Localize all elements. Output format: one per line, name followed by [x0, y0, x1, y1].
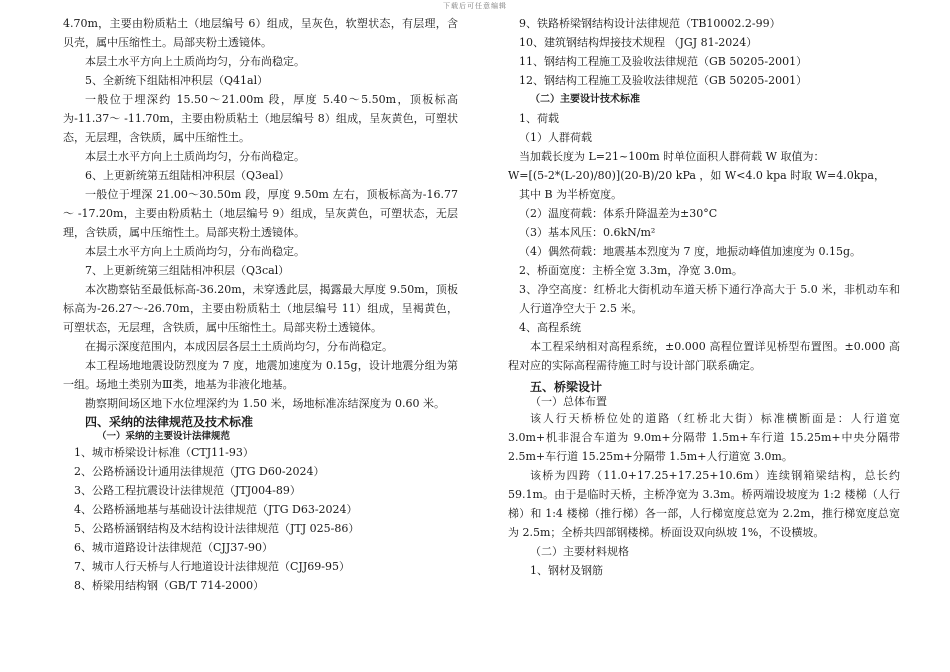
- left-paragraph-18: 4、公路桥涵地基与基础设计法律规范（JTG D63-2024）: [74, 503, 358, 516]
- right-paragraph-19: 该人行天桥桥位处的道路（红桥北大街）标准横断面是：人行道宽 3.0m+机非混合车道为 9.0m+分隔带 1.5m+车行道 15.25m+中央分隔带 2.5m+车行道 15.25m+分隔带 1.5m+人行道宽 3.0m。: [508, 412, 900, 463]
- left-paragraph-12: 勘察期间场区地下水位埋深约为 1.50 米，场地标准冻结深度为 0.60 米。: [85, 397, 445, 410]
- right-paragraph-7: 当加载长度为 L=21~100m 时单位面积人群荷载 W 取值为：: [519, 150, 825, 163]
- left-paragraph-17: 3、公路工程抗震设计法律规范（JTJ004-89）: [74, 484, 301, 497]
- left-paragraph-21: 7、城市人行天桥与人行地道设计法律规范（CJJ69-95）: [74, 560, 350, 573]
- right-paragraph-11: （3）基本风压：0.6kN/m²: [519, 226, 656, 239]
- right-paragraph-10: （2）温度荷载：体系升降温差为±30°C: [519, 207, 718, 220]
- left-subsection-heading-14: （一）采纳的主要设计法律规范: [97, 431, 231, 442]
- right-paragraph-12: （4）偶然荷载：地震基本烈度为 7 度，地振动峰值加速度为 0.15g。: [519, 245, 862, 258]
- right-paragraph-15: 4、高程系统: [519, 321, 581, 334]
- left-paragraph-6: 一般位于埋深 21.00～30.50m 段，厚度 9.50m 左右，顶板标高为-16.77～ -17.20m，主要由粉质粘土（地层编号 9）组成，呈灰黄色，可塑状态，无层理，含铁质，属中压缩性土。局部夹粉土透镜体。: [63, 188, 458, 239]
- left-paragraph-1: 本层土水平方向上土质尚均匀，分布尚稳定。: [85, 55, 305, 68]
- left-paragraph-16: 2、公路桥涵设计通用法律规范（JTG D60-2024）: [74, 465, 325, 478]
- left-paragraph-22: 8、桥梁用结构钢（GB/T 714-2000）: [74, 579, 265, 592]
- right-paragraph-21: （二）主要材料规格: [530, 545, 629, 558]
- right-subsection-heading-18: （一）总体布置: [530, 395, 607, 408]
- right-paragraph-5: 1、荷载: [519, 112, 559, 125]
- header-note: 下载后可任意编辑: [443, 2, 507, 10]
- left-paragraph-19: 5、公路桥涵钢结构及木结构设计法律规范（JTJ 025-86）: [74, 522, 360, 535]
- right-subsection-heading-4: （二）主要设计技术标准: [530, 94, 640, 105]
- left-section-heading-13: 四、采纳的法律规范及技术标准: [85, 415, 254, 429]
- right-paragraph-13: 2、桥面宽度：主桥全宽 3.3m，净宽 3.0m。: [519, 264, 743, 277]
- left-paragraph-11: 本工程场地地震设防烈度为 7 度，地震加速度为 0.15g，设计地震分组为第一组。场地土类别为Ⅲ类，地基为非液化地基。: [63, 359, 458, 391]
- right-paragraph-8: W=[(5-2*(L-20)/80)](20-B)/20 kPa ，如 W<4.0 kpa 时取 W=4.0kpa，: [508, 169, 885, 182]
- right-paragraph-16: 本工程采纳相对高程系统，±0.000 高程位置详见桥型布置图。±0.000 高程对应的实际高程需待施工时与设计部门联系确定。: [508, 340, 900, 372]
- left-paragraph-8: 7、上更新统第三组陆相冲积层（Q3cal）: [85, 264, 290, 277]
- right-section-heading-17: 五、桥梁设计: [530, 380, 603, 394]
- left-paragraph-2: 5、全新统下组陆相冲积层（Q41al）: [85, 74, 269, 87]
- right-column: [508, 14, 900, 580]
- left-paragraph-9: 本次勘察钻至最低标高-36.20m，未穿透此层，揭露最大厚度 9.50m，顶板标高为-26.27～-26.70m，主要由粉质粘土（地层编号 11）组成，呈褐黄色，可塑状态，无层理，含铁质，属中压缩性土。局部夹粉土透镜体。: [63, 283, 458, 334]
- left-paragraph-10: 在揭示深度范围内，本成因层各层土土质尚均匀，分布尚稳定。: [85, 340, 393, 353]
- left-paragraph-0: 4.70m，主要由粉质粘土（地层编号 6）组成，呈灰色，软塑状态，有层理，含贝壳，属中压缩性土。局部夹粉土透镜体。: [63, 17, 458, 49]
- left-column: [63, 14, 458, 595]
- right-paragraph-3: 12、钢结构工程施工及验收法律规范（GB 50205-2001）: [519, 74, 808, 87]
- left-paragraph-4: 本层土水平方向上土质尚均匀，分布尚稳定。: [85, 150, 305, 163]
- right-paragraph-6: （1）人群荷载: [519, 131, 592, 144]
- left-paragraph-20: 6、城市道路设计法律规范（CJJ37-90）: [74, 541, 273, 554]
- left-paragraph-3: 一般位于埋深约 15.50～21.00m 段，厚度 5.40～5.50m，顶板标高为-11.37～ -11.70m，主要由粉质粘土（地层编号 8）组成，呈灰黄色，可塑状态，无层理，含铁质，属中压缩性土。: [63, 93, 458, 144]
- left-paragraph-15: 1、城市桥梁设计标准（CTJ11-93）: [74, 446, 254, 459]
- left-paragraph-5: 6、上更新统第五组陆相冲积层（Q3eal）: [85, 169, 290, 182]
- right-paragraph-9: 其中 B 为半桥宽度。: [519, 188, 623, 201]
- right-paragraph-20: 该桥为四跨（11.0+17.25+17.25+10.6m）连续钢箱梁结构，总长约 59.1m。由于是临时天桥，主桥净宽为 3.3m。桥两端设坡度为 1:2 楼梯（人行梯）和 1:4 楼梯（推行梯）各一部，人行梯宽度总宽为 2.2m，推行梯宽度总宽为 2.5m；全桥共四部钢楼梯。桥面设双向纵坡 1%，不设横坡。: [508, 469, 900, 539]
- left-paragraph-7: 本层土水平方向上土质尚均匀，分布尚稳定。: [85, 245, 305, 258]
- right-paragraph-1: 10、建筑钢结构焊接技术规程 （JGJ 81-2024）: [519, 36, 758, 49]
- right-paragraph-22: 1、钢材及钢筋: [530, 564, 603, 577]
- right-paragraph-0: 9、铁路桥梁钢结构设计法律规范（TB10002.2-99）: [519, 17, 781, 30]
- right-paragraph-2: 11、钢结构工程施工及验收法律规范（GB 50205-2001）: [519, 55, 808, 68]
- right-paragraph-14: 3、净空高度：红桥北大街机动车道天桥下通行净高大于 5.0 米，非机动车和人行道净空大于 2.5 米。: [519, 283, 900, 315]
